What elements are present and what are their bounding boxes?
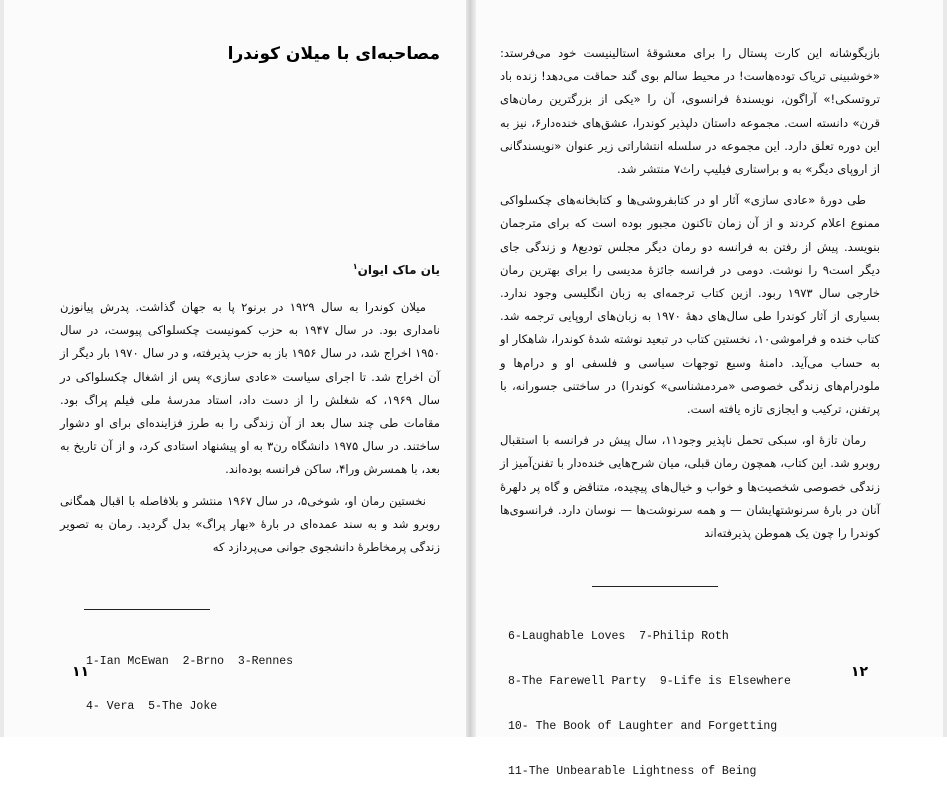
paragraph: میلان کوندرا به سال ۱۹۲۹ در برنو۲ پا به جهان گذاشت. پدرش پیانوزن نامداری بود. در سال ۱۹۴۷ به حزب کمونیست چکسلواکی پیوست، در سال ۱۹۵۰ اخراج شد، در سال ۱۹۵۶ باز به حزب پذیرفته، و در سال ۱۹۷۰ بار دیگر از آن اخراج شد. تا اجرای سیاست «عادی سازی» پس از اشغال چکسلواکی در سال ۱۹۶۹، که شغلش را از دست داد، استاد مدرسهٔ ملی فیلم پراگ بود. مقامات طی چند سال بعد از آن زندگی را به طرز فزاینده‌ای برای او دشوار ساختند. در سال ۱۹۷۵ دانشگاه رن۳ به او پیشنهاد استادی کرد، و از آن تاریخ به بعد، با همسرش ورا۴، ساکن فرانسه بوده‌اند. <box>60 300 441 477</box>
left-footnotes <box>86 624 293 744</box>
page-edge-right <box>943 0 947 737</box>
right-page <box>500 0 881 778</box>
footnote-line: 4- Vera 5-The Joke <box>86 700 218 713</box>
left-page <box>60 0 440 737</box>
page-edge-left <box>0 0 4 737</box>
paragraph: رمان تازهٔ او، سبکی تحمل ناپذیر وجود۱۱، سال پیش در فرانسه با استقبال روبرو شد. این کتاب، همچون رمان قبلی، میان شرح‌هایی خنده‌دار با تفنن‌آمیز از زندگی خصوصی شخصیت‌ها و خواب و خیال‌های پیچیده، متناقض و گاه پر دلهرهٔ آنان در بارهٔ سرنوشتهایشان — و همه سرنوشت‌ها — نوسان دارد. فرانسوی‌ها کوندرا را چون یک هموطن پذیرفته‌اند <box>500 433 880 541</box>
footnote-rule <box>84 609 210 610</box>
footnote-line: 6-Laughable Loves 7-Philip Roth <box>508 630 729 643</box>
page-number: ۱۱ <box>72 664 90 680</box>
book-gutter <box>466 0 476 737</box>
author-footnote-marker: ۱ <box>352 262 358 271</box>
footnote-line: 8-The Farewell Party 9-Life is Elsewhere <box>508 675 791 688</box>
footnote-line: 11-The Unbearable Lightness of Being <box>508 765 757 778</box>
paragraph: طی دورهٔ «عادی سازی» آثار او در کتابفروشی‌ها و کتابخانه‌های چکسلواکی ممنوع اعلام کردند و از آن زمان تاکنون مجبور بوده است که برای مترجمان بنویسد. پیش از رفتن به فرانسه دو رمان دیگر مجلس تودیع۸ و زندگی جای دیگر است۹ را نوشت. دومی در فرانسه جائزهٔ مدیسی را برای بهترین رمان خارجی سال ۱۹۷۳ ربود. ازین کتاب ترجمه‌ای به زبان انگلیسی وجود ندارد. بسیاری از آثار کوندرا طی سال‌های دههٔ ۱۹۷۰ به زبان‌های اروپایی ترجمه شد. کتاب خنده و فراموشی۱۰، نخستین کتاب در تبعید نوشته شدهٔ کوندرا، شاهکار او به حساب می‌آید. دامنهٔ وسیع توجهات سیاسی و فلسفی او و درام‌ها و ملودرام‌های زندگی خصوصی «مردمشناسی» کوندرا) در ساختنی جسورانه، با پرتفنن، ترکیب و ایجازی تازه یافته است. <box>500 193 880 417</box>
chapter-title: مصاحبه‌ای با میلان کوندرا <box>227 44 440 64</box>
right-footnotes <box>508 599 791 809</box>
right-page-body <box>500 42 880 553</box>
author-name: یان ماک ایوان$^۱$ <box>352 262 440 277</box>
footnote-line: 10- The Book of Laughter and Forgetting <box>508 720 778 733</box>
paragraph: نخستین رمان او، شوخی۵، در سال ۱۹۶۷ منتشر و بلافاصله با اقبال همگانی روبرو شد و به سند عمده‌ای در بارهٔ «بهار پراگ» بدل گردید. رمان به تصویر زندگی پرمخاطرهٔ دانشجوی جوانی می‌پردازد که <box>60 493 440 555</box>
page-number: ۱۲ <box>850 664 868 680</box>
left-page-body <box>60 296 440 567</box>
footnote-rule <box>592 586 718 587</box>
paragraph: بازیگوشانه این کارت پستال را برای معشوقهٔ استالینیست خود می‌فرستد: «خوشبینی تریاک توده‌هاست! در محیط سالم بوی گند حماقت می‌دهد! زنده باد تروتسکی!» آراگون، نویسندهٔ فرانسوی، آن را «یکی از بزرگترین رمان‌های قرن» دانسته است. مجموعه داستان دلپذیر کوندرا، عشق‌های خنده‌دار۶، نیز به این دوره تعلق دارد. این مجموعه در سلسله انتشاراتی زیر عنوان «نویسندگانی از اروپای دیگر» به و براستاری فیلیپ راث۷ منتشر شد. <box>500 46 881 177</box>
footnote-line: 1-Ian McEwan 2-Brno 3-Rennes <box>86 655 294 668</box>
